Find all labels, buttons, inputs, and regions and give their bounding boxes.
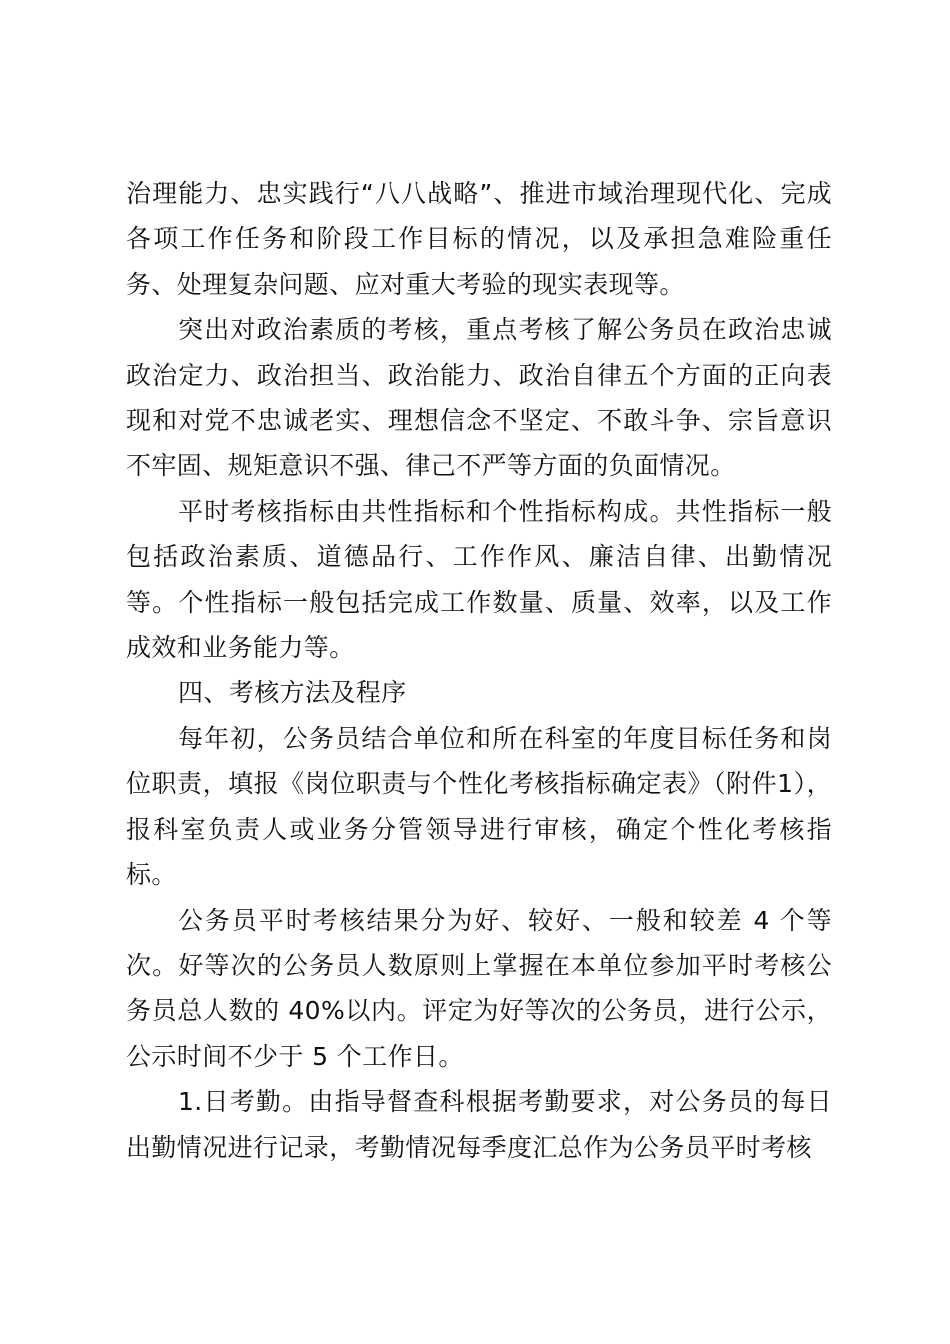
paragraph-continuation: 治理能力、忠实践行“八八战略”、推进市域治理现代化、完成各项工作任务和阶段工作目标的情况，以及承担急难险重任务、处理复杂问题、应对重大考验的现实表现等。 [126,179,832,299]
paragraph-political-quality: 突出对政治素质的考核，重点考核了解公务员在政治忠诚政治定力、政治担当、政治能力、政治自律五个方面的正向表现和对党不忠诚老实、理想信念不坚定、不敢斗争、宗旨意识不牢固、规矩意识不强、律己不严等方面的负面情况。 [126,315,832,481]
section-heading-methods: 四、考核方法及程序 [178,678,407,708]
paragraph-indicators: 平时考核指标由共性指标和个性指标构成。共性指标一般包括政治素质、道德品行、工作作风、廉洁自律、出勤情况等。个性指标一般包括完成工作数量、质量、效率，以及工作成效和业务能力等。 [126,496,832,663]
paragraph-daily-attendance: 1.日考勤。由指导督查科根据考勤要求，对公务员的每日出勤情况进行记录，考勤情况每季度汇总作为公务员平时考核 [126,1087,832,1162]
paragraph-grades: 公务员平时考核结果分为好、较好、一般和较差 4 个等次。好等次的公务员人数原则上掌握在本单位参加平时考核公务员总人数的 40%以内。评定为好等次的公务员，进行公示，公示时间不少于 5 个工作日。 [126,905,832,1071]
paragraph-annual-targets: 每年初，公务员结合单位和所在科室的年度目标任务和岗位职责，填报《岗位职责与个性化考核指标确定表》（附件1），报科室负责人或业务分管领导进行审核，确定个性化考核指标。 [126,723,832,890]
document-body [126,171,832,1170]
